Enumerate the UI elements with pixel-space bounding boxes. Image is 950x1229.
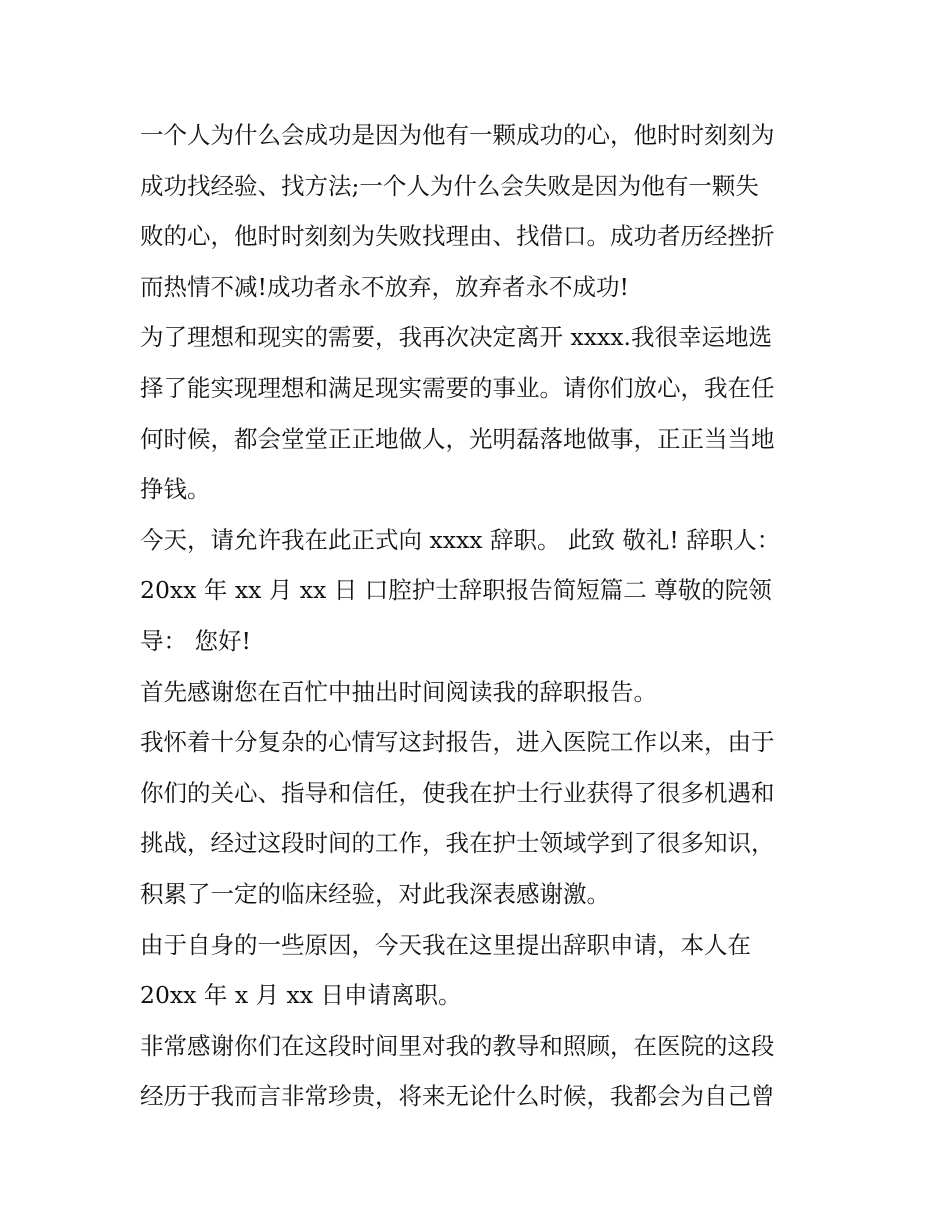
text-line: 何时候，都会堂堂正正地做人，光明磊落地做事，正正当当地 [140, 424, 775, 453]
text-line: 非常感谢你们在这段时间里对我的教导和照顾，在医院的这段 [140, 1031, 775, 1060]
text-line: 导： 您好! [140, 626, 251, 655]
text-line: 首先感谢您在百忙中抽出时间阅读我的辞职报告。 [140, 677, 657, 706]
text-line: 挣钱。 [140, 475, 211, 504]
text-line: 挑战，经过这段时间的工作，我在护士领域学到了很多知识， [140, 829, 775, 858]
paragraph-5 [140, 717, 820, 919]
document-body [140, 110, 820, 1122]
text-line: 你们的关心、指导和信任，使我在护士行业获得了很多机遇和 [140, 778, 775, 807]
text-line: 而热情不减!成功者永不放弃，放弃者永不成功! [140, 272, 629, 301]
text-line: 为了理想和现实的需要，我再次决定离开 xxxx.我很幸运地选 [140, 323, 772, 352]
paragraph-4 [140, 667, 820, 718]
paragraph-1 [140, 110, 820, 312]
paragraph-6 [140, 920, 820, 1021]
text-line: 择了能实现理想和满足现实需要的事业。请你们放心，我在任 [140, 373, 775, 402]
paragraph-2 [140, 312, 820, 514]
text-line: 成功找经验、找方法;一个人为什么会失败是因为他有一颗失 [140, 171, 759, 200]
paragraph-3 [140, 515, 820, 667]
text-line: 20xx 年 xx 月 xx 日 口腔护士辞职报告简短篇二 尊敬的院领 [140, 576, 772, 605]
text-line: 一个人为什么会成功是因为他有一颗成功的心，他时时刻刻为 [140, 121, 775, 149]
text-line: 败的心，他时时刻刻为失败找理由、找借口。成功者历经挫折 [140, 222, 775, 251]
paragraph-7 [140, 1021, 820, 1122]
text-line: 20xx 年 x 月 xx 日申请离职。 [140, 981, 462, 1010]
text-line: 积累了一定的临床经验，对此我深表感谢激。 [140, 879, 610, 908]
text-line: 我怀着十分复杂的心情写这封报告，进入医院工作以来，由于 [140, 728, 775, 757]
text-line: 经历于我而言非常珍贵，将来无论什么时候，我都会为自己曾 [140, 1082, 775, 1111]
text-line: 今天，请允许我在此正式向 xxxx 辞职。 此致 敬礼! 辞职人： [140, 525, 781, 554]
text-line: 由于自身的一些原因，今天我在这里提出辞职申请，本人在 [140, 930, 751, 959]
